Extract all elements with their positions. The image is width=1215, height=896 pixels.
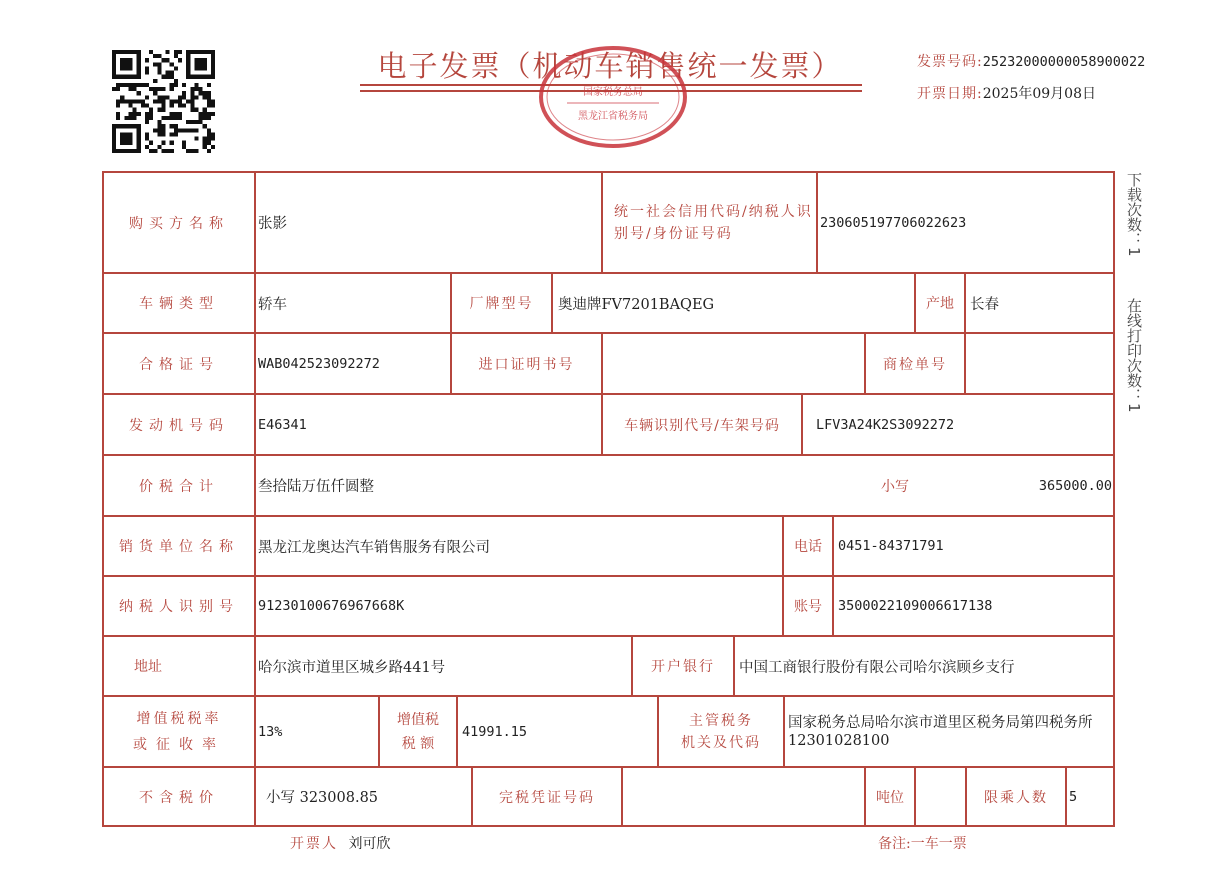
- taxid-label: 纳税人识别号: [119, 599, 239, 615]
- invoice-table: [102, 171, 1115, 827]
- authority-value: 国家税务总局哈尔滨市道里区税务局第四税务所12301028100: [788, 714, 1093, 749]
- rate-value: 13%: [258, 723, 283, 740]
- seal-text-2: 黑龙江省税务局: [578, 111, 648, 122]
- inspection-value: [970, 334, 1110, 393]
- vat-label: [380, 697, 456, 766]
- origin-label: 产地: [926, 296, 954, 312]
- pretax-label: 不含税价: [139, 789, 219, 806]
- credit-code-value: 230605197706022623: [820, 214, 967, 231]
- seller-label: 销货单位名称: [119, 539, 239, 555]
- print-count: 在线打印次数：1: [1125, 298, 1143, 413]
- import-label: 进口证明书号: [478, 356, 575, 373]
- invoice-number-label: 发票号码:: [917, 54, 983, 70]
- rate-label-line1: 增值税税率: [136, 710, 222, 727]
- seal-text-1: 国家税务总局: [583, 87, 643, 98]
- issuer: [290, 833, 390, 853]
- qr-code: [112, 50, 215, 153]
- issue-date-value: 2025年09月08日: [982, 86, 1096, 102]
- vat-label-line2: 税 额: [401, 735, 435, 752]
- cert-value: WAB042523092272: [258, 355, 380, 372]
- total-words-value: 叁拾陆万伍仟圆整: [258, 479, 374, 495]
- issuer-label: 开票人: [290, 836, 338, 852]
- import-value: [607, 334, 862, 393]
- tonnage-label: 吨位: [876, 789, 904, 806]
- origin-value: 长春: [970, 296, 999, 313]
- vat-label-line1: 增值税: [397, 711, 439, 728]
- authority-label-line1: 主管税务: [689, 712, 753, 729]
- cert-label: 合格证号: [139, 356, 219, 373]
- authority-label: [659, 697, 783, 766]
- address-value: 哈尔滨市道里区城乡路441号: [258, 659, 446, 676]
- account-label: 账号: [794, 599, 822, 615]
- vehicle-type-label: 车辆类型: [139, 296, 219, 312]
- credit-code-label: 统一社会信用代码/纳税人识别号/身份证号码: [614, 203, 813, 242]
- rate-label: [104, 697, 254, 766]
- brand-value: 奥迪牌FV7201BAQEG: [558, 296, 715, 313]
- pretax-value: 小写 323008.85: [266, 790, 379, 806]
- taxid-value: 91230100676967668K: [258, 598, 405, 614]
- buyer-name-value: 张影: [258, 216, 287, 232]
- phone-value: 0451-84371791: [838, 538, 944, 554]
- inspection-label: 商检单号: [883, 356, 947, 373]
- issuer-value: 刘可欣: [348, 836, 391, 852]
- seats-value: 5: [1069, 788, 1078, 805]
- rate-label-line2: 或征收率: [133, 736, 225, 753]
- seller-value: 黑龙江龙奥达汽车销售服务有限公司: [258, 539, 490, 556]
- issue-date: [917, 83, 1096, 103]
- seats-label: 限乘人数: [984, 789, 1048, 806]
- total-small-label: 小写: [881, 478, 909, 495]
- total-label: 价税合计: [139, 478, 219, 495]
- vin-value: LFV3A24K2S3092272: [816, 416, 955, 433]
- remark: [878, 833, 967, 853]
- issue-date-label: 开票日期:: [917, 86, 983, 102]
- invoice-title: 电子发票（机动车销售统一发票）: [377, 49, 843, 83]
- authority-label-line2: 机关及代码: [681, 734, 761, 751]
- vin-label: 车辆识别代号/车架号码: [624, 417, 780, 434]
- total-number-value: 365000.00: [1038, 477, 1112, 494]
- tonnage-value: [920, 768, 964, 825]
- remark-value: 一车一票: [910, 836, 967, 852]
- brand-label: 厂牌型号: [469, 296, 534, 312]
- bank-label: 开户银行: [651, 659, 715, 675]
- dutyfree-label: 完税凭证号码: [499, 789, 595, 806]
- download-count: 下载次数：1: [1125, 172, 1143, 257]
- remark-label: 备注:: [878, 836, 911, 852]
- buyer-name-label: 购买方名称: [129, 215, 229, 232]
- account-value: 3500022109006617138: [838, 598, 993, 614]
- vat-value: 41991.15: [462, 723, 528, 740]
- phone-label: 电话: [794, 539, 822, 555]
- dutyfree-value: [627, 768, 862, 825]
- bank-value: 中国工商银行股份有限公司哈尔滨顾乡支行: [739, 659, 1015, 676]
- invoice-number-value: 25232000000058900022: [982, 54, 1146, 70]
- address-label: 地址: [134, 659, 162, 675]
- engine-value: E46341: [258, 416, 307, 433]
- vehicle-type-value: 轿车: [258, 296, 287, 313]
- engine-label: 发动机号码: [129, 417, 229, 434]
- tax-bureau-seal: [537, 45, 689, 150]
- invoice-number: [917, 51, 1145, 71]
